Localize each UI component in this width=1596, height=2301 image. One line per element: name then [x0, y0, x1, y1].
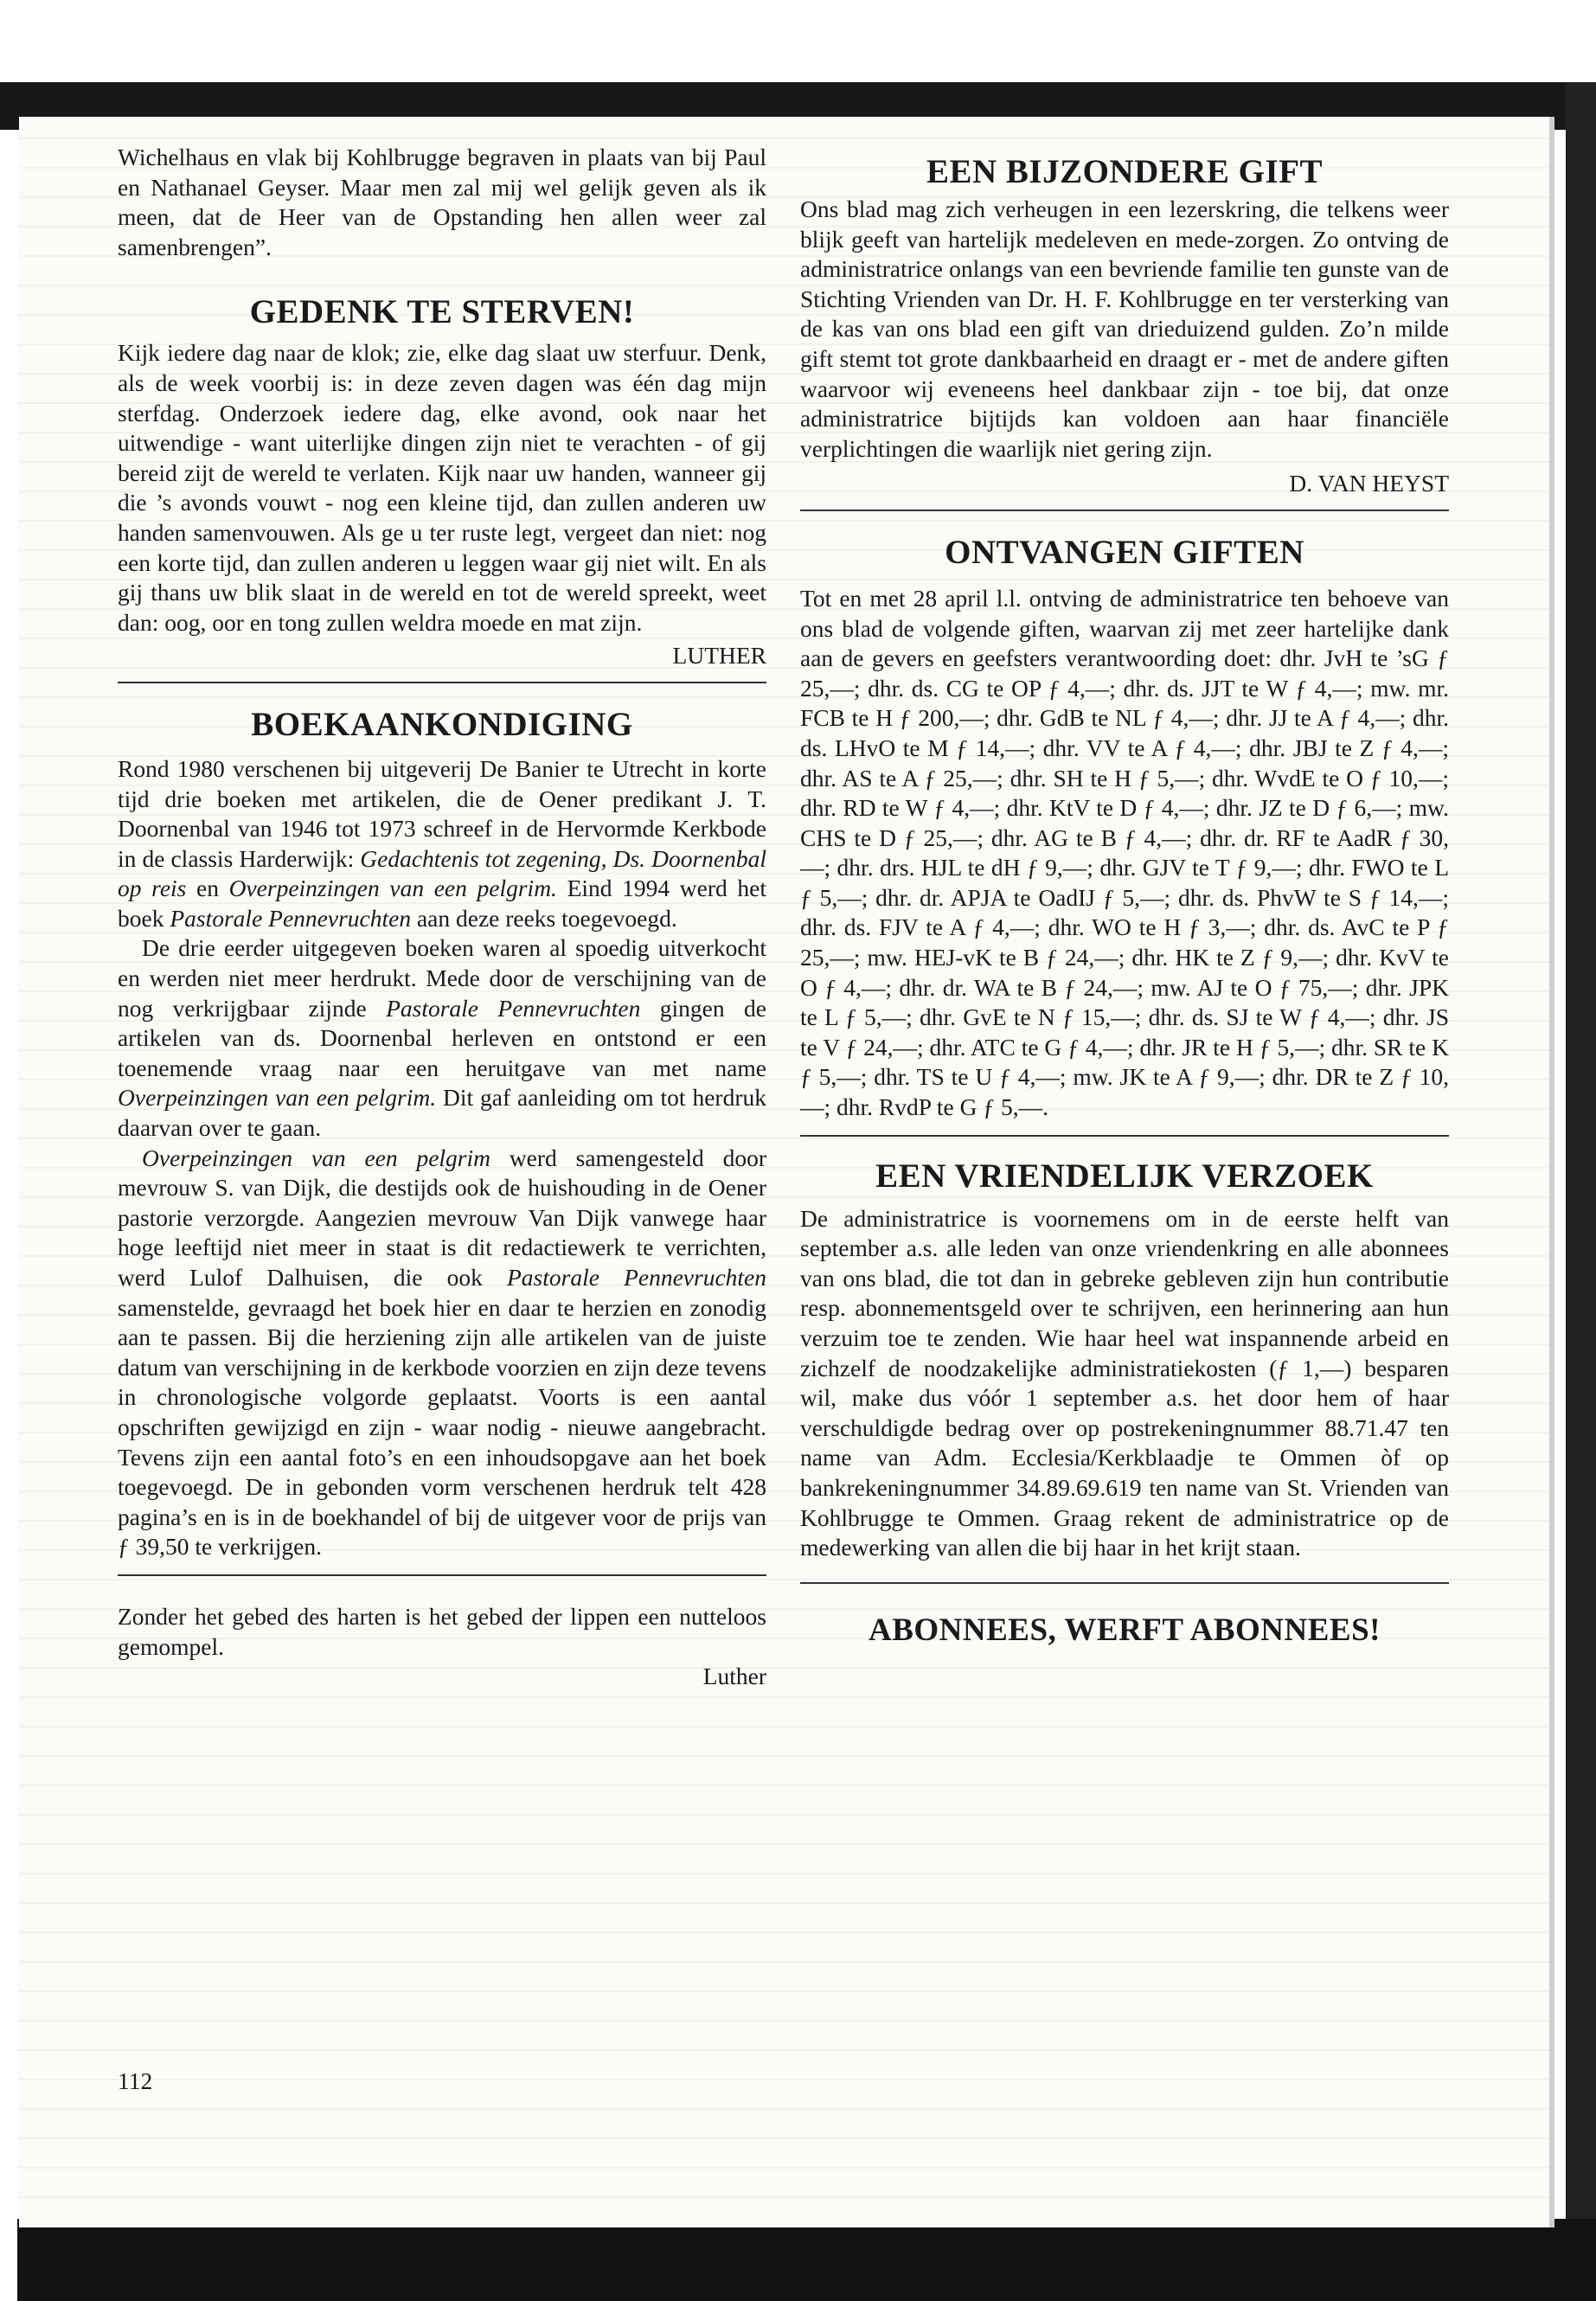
text-run: samenstelde, gevraagd het boek hier en daar te herzien en zonodig aan te passen. Bij die herziening zijn alle artikelen van de juiste datum van verschijning in de kerkbode voorzien en zijn deze tevens in chronologische volgorde geplaatst. Voorts is een aantal opschriften gewijzigd en zijn - waar nodig - nieuwe aangebracht. Tevens zijn een aantal foto’s en een inhoudsopgave aan het boek toegevoegd. De in gebonden vorm verschenen herdruk telt 428 pagina’s en is in de boekhandel of bij de uitgever voor de prijs van ƒ 39,50 te verkrijgen. — [118, 1293, 766, 1561]
right-column — [800, 143, 1449, 1650]
book-title: Gedachtenis tot zegening, Ds. Doornenbal op reis — [118, 844, 767, 902]
quote-text: Zonder het gebed des harten is het gebed der lippen een nutteloos gemompel. — [118, 1602, 766, 1660]
ontvangen-heading: ONTVANGEN GIFTEN — [945, 533, 1304, 571]
divider — [118, 1574, 766, 1576]
ontvangen-body: Tot en met 28 april l.l. ontving de administratrice ten behoeve van ons blad de volgende giften, waarvan zij met zeer hartelijke dank aan de gevers en geefsters verantwoording doet: dhr. JvH te ’sG ƒ 25,—; dhr. ds. CG te OP ƒ 4,—; dhr. ds. JJT te W ƒ 4,—; mw. mr. FCB te H ƒ 200,—; dhr. GdB te NL ƒ 4,—; dhr. JJ te A ƒ 4,—; dhr. ds. LHvO te M ƒ 14,—; dhr. VV te A ƒ 4,—; dhr. JBJ te Z ƒ 4,—; dhr. AS te A ƒ 25,—; dhr. SH te H ƒ 5,—; dhr. WvdE te O ƒ 10,—; dhr. RD te W ƒ 4,—; dhr. KtV te D ƒ 4,—; dhr. JZ te D ƒ 6,—; mw. CHS te D ƒ 25,—; dhr. AG te B ƒ 4,—; dhr. dr. RF te AadR ƒ 30,—; dhr. drs. HJL te dH ƒ 9,—; dhr. GJV te T ƒ 9,—; dhr. FWO te L ƒ 5,—; dhr. dr. APJA te OadIJ ƒ 5,—; dhr. ds. PhvW te S ƒ 14,—; dhr. ds. FJV te A ƒ 4,—; dhr. WO te H ƒ 3,—; dhr. ds. AvC te P ƒ 25,—; mw. HEJ-vK te B ƒ 24,—; dhr. HK te Z ƒ 9,—; dhr. KvV te O ƒ 4,—; dhr. dr. WA te B ƒ 24,—; mw. AJ te O ƒ 75,—; dhr. JPK te L ƒ 5,—; dhr. GvE te N ƒ 15,—; dhr. ds. SJ te W ƒ 4,—; dhr. JS te V ƒ 24,—; dhr. ATC te G ƒ 4,—; dhr. JR te H ƒ 5,—; dhr. SR te K ƒ 5,—; dhr. TS te U ƒ 4,—; mw. JK te A ƒ 9,—; dhr. DR te Z ƒ 10,—; dhr. RvdP te G ƒ 5,—. — [800, 584, 1449, 1121]
text-run: Dit gaf aanleiding om tot herdruk daarvan over te gaan. — [118, 1084, 766, 1142]
book-title: Pastorale Pennevruchten — [507, 1264, 766, 1291]
gedenk-signature: LUTHER — [672, 642, 766, 670]
scan-border-bottom — [17, 2219, 1596, 2301]
boek-paragraph-2 — [118, 933, 766, 1143]
book-title: Pastorale Pennevruchten — [386, 994, 641, 1022]
gedenk-heading: GEDENK TE STERVEN! — [249, 293, 635, 331]
gift-signature: D. VAN HEYST — [1289, 470, 1449, 497]
text-run: gingen de artikelen van ds. Doornenbal herleven en ontstond er een toenemende vraag naar een heruitgave van met name — [118, 994, 766, 1081]
book-title: Overpeinzingen van een pelgrim. — [118, 1084, 437, 1112]
verzoek-body: De administratrice is voornemens om in de eerste helft van september a.s. alle leden van onze vriendenkring en alle abonnees van ons blad, die tot dan in gebreke gebleven zijn hun contributie resp. abonnementsgeld over te schrijven, een herinnering aan hun verzuim toe te zenden. Wie haar heel wat inspannende arbeid en zichzelf de noodzakelijke administratiekosten (ƒ 1,—) besparen wil, make dus vóór 1 september a.s. het door hem of haar verschuldigde bedrag over op postrekeningnummer 88.71.47 ten name van Adm. Ecclesia/Kerkblaadje te Ommen òf op bankrekeningnummer 34.89.69.619 ten name van St. Vrienden van Kohlbrugge te Ommen. Graag rekent de administratrice op de medewerking van allen die bij haar in het krijt staan. — [800, 1204, 1449, 1561]
divider — [118, 682, 766, 683]
divider — [800, 1582, 1449, 1584]
book-title: Pastorale Pennevruchten — [170, 904, 412, 932]
gift-heading: EEN BIJZONDERE GIFT — [926, 153, 1324, 190]
text-run: Eind 1994 werd het boek — [118, 875, 766, 932]
text-run: De drie eerder uitgegeven boeken waren al spoedig uitverkocht en werden niet meer herdrukt. Mede door de verschijning van de nog verkrijgbaar zijnde — [118, 934, 766, 1022]
boek-heading: BOEKAANKONDIGING — [251, 705, 633, 743]
scan-border-right — [1566, 82, 1596, 2227]
page-number: 112 — [118, 2067, 153, 2094]
left-column — [118, 143, 766, 1692]
boek-paragraph-1 — [118, 754, 766, 934]
boek-paragraph-3 — [118, 1144, 766, 1562]
verzoek-heading: EEN VRIENDELIJK VERZOEK — [875, 1157, 1374, 1195]
text-run: en — [186, 875, 229, 902]
divider — [800, 510, 1449, 511]
quote-signature: Luther — [702, 1663, 766, 1690]
abonnees-heading: ABONNEES, WERFT ABONNEES! — [869, 1612, 1381, 1648]
text-run: aan deze reeks toegevoegd. — [411, 904, 677, 932]
gift-body: Ons blad mag zich verheugen in een lezerskring, die telkens weer blijk geeft van hartelijk medeleven en mede-zorgen. Zo ontving de administratrice onlangs van een bevriende familie ten gunste van de Stichting Vrienden van Dr. H. F. Kohlbrugge en ter versterking van de kas van ons blad een gift van drieduizend gulden. Zo’n milde gift stemt tot grote dankbaarheid en draagt er - met de andere giften waarvoor wij eveneens heel dankbaar zijn - toe bij, dat onze administratrice bijtijds kan voldoen aan haar financiële verplichtingen die waarlijk niet gering zijn. — [800, 195, 1449, 462]
book-title: Overpeinzingen van een pelgrim. — [228, 875, 557, 902]
intro-paragraph: Wichelhaus en vlak bij Kohlbrugge begraven in plaats van bij Paul en Nathanael Geyser. Maar men zal mij wel gelijk geven als ik meen, dat de Heer van de Opstanding hen allen weer zal samenbrengen”. — [118, 144, 766, 260]
text-run: werd samengesteld door mevrouw S. van Dijk, die destijds ook de huishouding in de Oener pastorie verzorgde. Aangezien mevrouw Van Dijk vanwege haar hoge leeftijd niet meer in staat is dit redactiewerk te verrichten, werd Lulof Dalhuisen, die ook — [118, 1144, 766, 1291]
text-run: Rond 1980 verschenen bij uitgeverij De Banier te Utrecht in korte tijd drie boeken met artikelen, die de Oener predikant J. T. Doornenbal van 1946 tot 1973 schreef in de Hervormde Kerkbode in de classis Harderwijk: — [118, 754, 766, 872]
gedenk-body: Kijk iedere dag naar de klok; zie, elke dag slaat uw sterfuur. Denk, als de week voorbij is: in deze zeven dagen was één dag mijn sterfdag. Onderzoek iedere dag, elke avond, ook naar het uitwendige - want uiterlijke dingen zijn niet te verachten - of gij bereid zijt de wereld te verlaten. Kijk naar uw handen, wanneer gij die ’s avonds vouwt - nog een kleine tijd, dan zullen anderen uw handen samenvouwen. Als ge u ter ruste legt, vergeet dan niet: nog een korte tijd, dan zullen anderen u leggen waar gij niet wilt. En als gij thans uw blik slaat in de wereld en tot de wereld spreekt, weet dan: oog, oor en tong zullen weldra moede en mat zijn. — [118, 339, 766, 636]
book-title: Overpeinzingen van een pelgrim — [142, 1144, 490, 1171]
divider — [800, 1135, 1449, 1137]
